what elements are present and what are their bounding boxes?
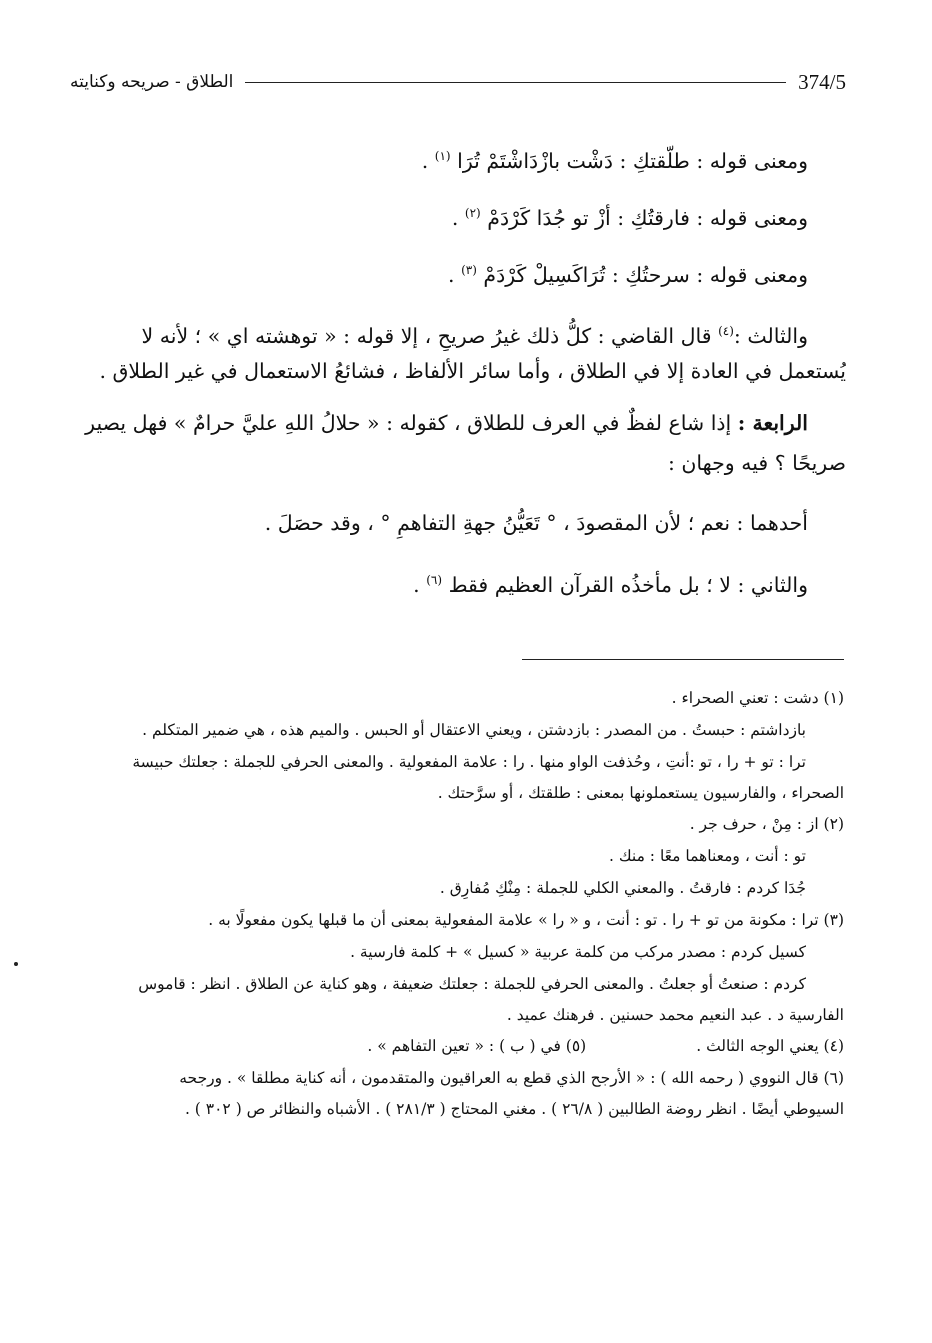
text-line: ومعنى قوله : فارقتُكِ : أزْ تو جُدَا كَرْدَمْ $^{(٢)}$ . (451, 205, 808, 230)
footnote-ref: (٤) (718, 324, 734, 338)
footnote-ref: (٦) (426, 573, 443, 587)
second-view: والثاني : لا ؛ بل مأخذُه القرآن العظيم فقط $^{(٦)}$ . (413, 572, 808, 597)
text-line: صريحًا ؟ فيه وجهان : (667, 451, 846, 475)
footnote-separator (522, 659, 844, 660)
footnote-line: جُدَا كردم : فارقتُ . والمعني الكلي للجملة : مِنْكِ مُفارِق . (439, 879, 806, 897)
paragraph-third: والثالث :$^{(٤)}$ قال القاضي : كلُّ ذلك غيرُ صريحٍ ، إلا قوله : « توهشته اي » ؛ لأنه لا (141, 323, 808, 348)
footnote-ref: (١) (434, 149, 451, 163)
footnote-ref: (٢) (464, 206, 481, 220)
footnote-line: الفارسية د . عبد النعيم محمد حسنين . فرهنك عميد . (506, 1006, 844, 1024)
section-label: الرابعة : (737, 411, 808, 435)
footnote-ref: (٣) (461, 263, 477, 277)
footnote-line: كسيل كردم : مصدر مركب من كلمة عربية « كسيل » + كلمة فارسية . (350, 943, 806, 961)
header-rule (245, 82, 786, 83)
footnote-line: تو : أنت ، ومعناهما معًا : منك . (608, 847, 806, 865)
page-number: 374/5 (798, 69, 846, 94)
scan-dot (14, 962, 18, 966)
footnote-line: السيوطي أيضًا . انظر روضة الطالبين ( ٢٦/٨ ) . مغني المحتاج ( ٢٨١/٣ ) . الأشباه والنظائر ص ( ٣٠٢ ) . (184, 1100, 844, 1118)
footnote-1: (١) دشت : تعني الصحراء . (671, 689, 844, 707)
footnote-3: (٣) ترا : مكونة من تو + را . تو : أنت ، و « را » علامة المفعولية بمعنى أن ما قبلها يكون مفعولًا به . (208, 911, 844, 929)
footnote-4: (٤) يعني الوجه الثالث . (696, 1037, 844, 1055)
paragraph-fourth: الرابعة : إذا شاع لفظٌ في العرف للطلاق ، كقوله : « حلالُ اللهِ عليَّ حرامٌ » فهل يصير (85, 411, 808, 435)
footnote-5: (٥) في ( ب ) : « تعين التفاهم » . (367, 1037, 587, 1055)
footnote-line: الصحراء ، والفارسيون يستعملونها بمعنى : طلقتك ، أو سرَّحتك . (437, 784, 844, 802)
text-line: ومعنى قوله : سرحتُكِ : تُرَاكَسِيلْ كَرْدَمْ $^{(٣)}$ . (448, 262, 808, 287)
text-line: يُستعمل في العادة إلا في الطلاق ، وأما سائر الألفاظ ، فشائعُ الاستعمال في غير الطلاق . (99, 359, 846, 383)
page-header (70, 64, 846, 100)
running-title: الطلاق - صريحه وكنايته (70, 72, 234, 92)
first-view: أحدهما : نعم ؛ لأن المقصودَ ، ° تَعَيُّنُ جهةِ التفاهمِ ° ، وقد حصَلَ . (264, 511, 808, 535)
footnote-line: كردم : صنعتُ أو جعلتُ . والمعنى الحرفي للجملة : جعلتك ضعيفة ، وهو كناية عن الطلاق . انظر : قاموس (138, 975, 806, 993)
footnotes (78, 682, 844, 1124)
footnote-2: (٢) از : مِنْ ، حرف جر . (689, 815, 844, 833)
main-text (82, 128, 846, 609)
footnote-line: ترا : تو + را ، تو :أنتِ ، وحُذفت الواو منها . را : علامة المفعولية . والمعنى الحرفي للجملة : جعلتك حبيسة (132, 753, 806, 771)
text-line: ومعنى قوله : طلّقتكِ : دَشْت بازْدَاشْتَمْ تُرَا $^{(١)}$ . (421, 148, 808, 173)
footnote-6: (٦) قال النووي ( رحمه الله ) : « الأرجح الذي قطع به العراقيون والمتقدمون ، أنه كناية مطلقا » . ورجحه (179, 1069, 844, 1087)
footnote-4-5 (78, 1030, 844, 1062)
footnote-line: بازداشتم : حبستُ . من المصدر : بازدشتن ، ويعني الاعتقال أو الحبس . والميم هذه ، هي ضمير المتكلم . (142, 721, 806, 739)
